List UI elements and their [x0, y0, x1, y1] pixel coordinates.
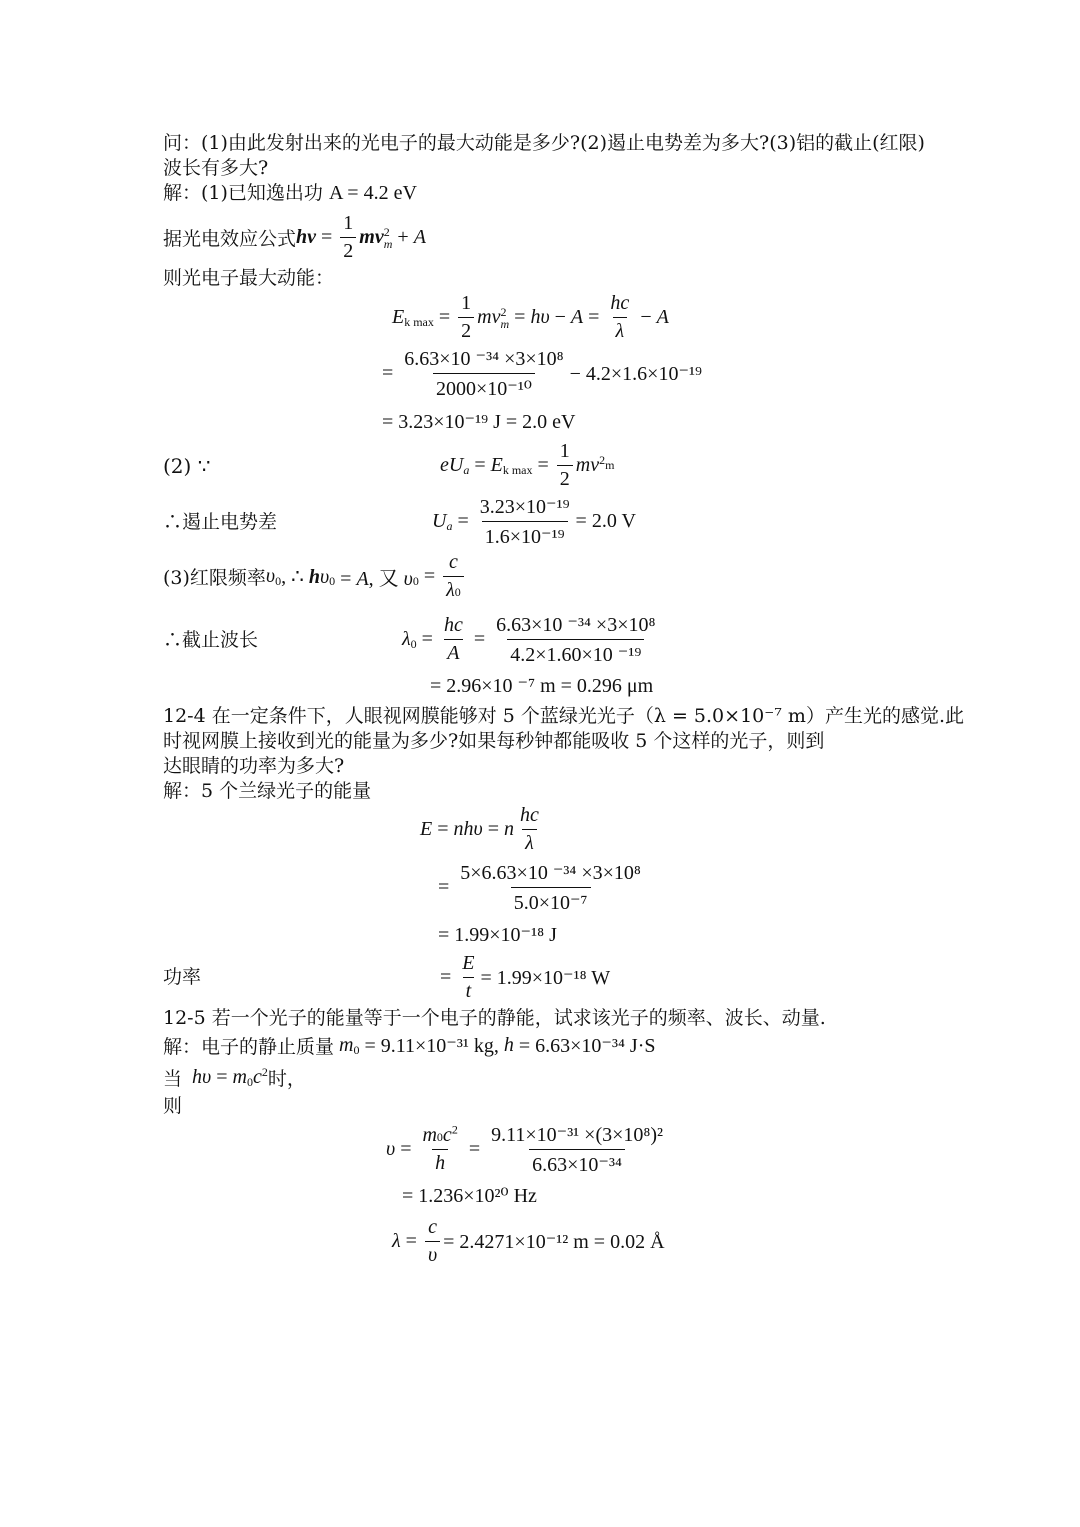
electron-mass-label: 解：电子的静止质量: [163, 1036, 335, 1058]
when-label: 当: [163, 1068, 183, 1090]
photon-energy-numeric: = $\frac{\text{5×6.63×10 ⁻³⁴ ×3×10⁸}}{\text{5.0×10⁻⁷}}$: [438, 860, 647, 915]
formula-label: 据光电效应公式: [163, 228, 297, 250]
ek-numerator: 6.63×10 ⁻³⁴ ×3×10⁸: [404, 348, 564, 370]
photoelectric-formula-line: 据光电效应公式 hv = $\frac{1}{2}$ mv 2 m + A: [163, 212, 426, 262]
frequency-result: = 1.236×10²⁰ Hz: [402, 1185, 537, 1207]
ek-definition-eq: E k max = $\frac{1}{2}$ mv 2 m = hυ − A = $\frac{hc}{\lambda}$ − A: [392, 292, 669, 342]
power-eq: = $\frac{E}{t}$ = 1.99×10⁻¹⁸ W: [440, 952, 611, 1002]
electron-mass-value: = 9.11×10⁻³¹ kg,: [364, 1035, 499, 1057]
ua-result: = 2.0 V: [575, 510, 636, 532]
problem-12-5-line: 12-5 若一个光子的能量等于一个电子的静能，试求该光子的频率、波长、动量.: [163, 1007, 826, 1029]
question-line-2: 波长有多大?: [163, 157, 269, 179]
ek-subtract-term: − 4.2×1.6×10⁻¹⁹: [569, 363, 702, 385]
part3-label: (3)红限频率: [163, 567, 266, 589]
part2-label: (2) ∵: [163, 454, 211, 478]
problem-12-4-line-1: 12-4 在一定条件下，人眼视网膜能够对 5 个蓝绿光光子（λ = 5.0×10⁻⁷ m）产生光的感觉.此: [163, 705, 964, 727]
ua-eq: U a = $\frac{\text{3.23×10⁻¹⁹}}{\text{1.6×10⁻¹⁹}}$ = 2.0 V: [432, 496, 636, 548]
eua-eq: eU a = E k max = $\frac{1}{2}$ mv 2 m: [440, 440, 615, 490]
solution-line: [163, 181, 417, 205]
work-function-eq: A = 4.2 eV: [328, 182, 417, 204]
wavelength-result: = 2.4271×10⁻¹² m = 0.02 Å: [443, 1231, 665, 1253]
formula-lhs: hv: [296, 226, 317, 248]
then-label: 则: [163, 1095, 183, 1117]
stop-label: ∴遏止电势差: [163, 511, 278, 533]
ua-denominator: 1.6×10⁻¹⁹: [482, 521, 568, 549]
ek-numeric-eq: = $\frac{\text{6.63×10 ⁻³⁴ ×3×10⁸}}{\text{2000×10⁻¹⁰}}$ − 4.2×1.6×10⁻¹⁹: [382, 348, 702, 400]
lambda0-numerator: 6.63×10 ⁻³⁴ ×3×10⁸: [496, 614, 656, 636]
ua-numerator: 3.23×10⁻¹⁹: [479, 496, 570, 518]
electron-mass-line: 解：电子的静止质量 m 0 = 9.11×10⁻³¹ kg, h = 6.63×10⁻³⁴ J·S: [163, 1034, 656, 1058]
frequency-eq: υ = $\frac{m0c^2}{h}$ = $\frac{\text{9.11×10⁻³¹ ×(3×10⁸)²}}{\text{6.63×10⁻³⁴}}$: [386, 1122, 669, 1177]
frequency-numerator: 9.11×10⁻³¹ ×(3×10⁸)²: [491, 1124, 664, 1146]
red-limit-line: (3)红限频率 υ 0 , ∴ hυ 0 = A, 又 υ 0 = $\frac{c}{\lambda 0}$: [163, 551, 467, 602]
ek-label: 则光电子最大动能：: [163, 267, 335, 289]
wavelength-eq: λ = $\frac{c}{\upsilon}$ = 2.4271×10⁻¹² m = 0.02 Å: [392, 1216, 665, 1266]
problem-12-4-line-2: 时视网膜上接收到光的能量为多少?如果每秒钟都能吸收 5 个这样的光子，则到: [163, 730, 825, 752]
power-result: = 1.99×10⁻¹⁸ W: [480, 967, 611, 989]
one-half-fraction: $\frac{1}{2}$: [340, 212, 356, 263]
formula-rhs: mv: [359, 226, 384, 248]
when-tail: 时，: [267, 1068, 306, 1090]
problem-12-4-line-3: 达眼睛的功率为多大?: [163, 755, 345, 777]
lambda0-denominator: 4.2×1.60×10 ⁻¹⁹: [507, 639, 644, 667]
condition-line: 当 hυ = m 0 c 2 时，: [163, 1065, 306, 1090]
planck-value: = 6.63×10⁻³⁴ J·S: [518, 1035, 656, 1057]
question-line-1: 问：(1)由此发射出来的光电子的最大动能是多少?(2)遏止电势差为多大?(3)铝的截止(红限): [163, 132, 925, 154]
power-label: 功率: [163, 966, 202, 988]
energy-denominator: 5.0×10⁻⁷: [511, 887, 591, 915]
photon-energy-eq: E = nhυ = n $\frac{hc}{\lambda}$: [420, 804, 539, 854]
ek-denominator: 2000×10⁻¹⁰: [433, 373, 535, 401]
solution-label: 解：(1)已知逸出功: [163, 182, 323, 204]
lambda0-result: = 2.96×10 ⁻⁷ m = 0.296 μm: [430, 675, 654, 697]
ek-result: = 3.23×10⁻¹⁹ J = 2.0 eV: [382, 411, 576, 433]
frequency-denominator: 6.63×10⁻³⁴: [529, 1149, 625, 1177]
cutoff-label: ∴截止波长: [163, 629, 259, 651]
lambda0-eq: λ 0 = $\frac{hc}{A}$ = $\frac{\text{6.63×10 ⁻³⁴ ×3×10⁸}}{\text{4.2×1.60×10 ⁻¹⁹}}$: [402, 612, 661, 667]
problem-12-4-solution-label: 解：5 个兰绿光子的能量: [163, 780, 372, 802]
energy-numerator: 5×6.63×10 ⁻³⁴ ×3×10⁸: [460, 862, 641, 884]
photon-energy-result: = 1.99×10⁻¹⁸ J: [438, 924, 557, 946]
